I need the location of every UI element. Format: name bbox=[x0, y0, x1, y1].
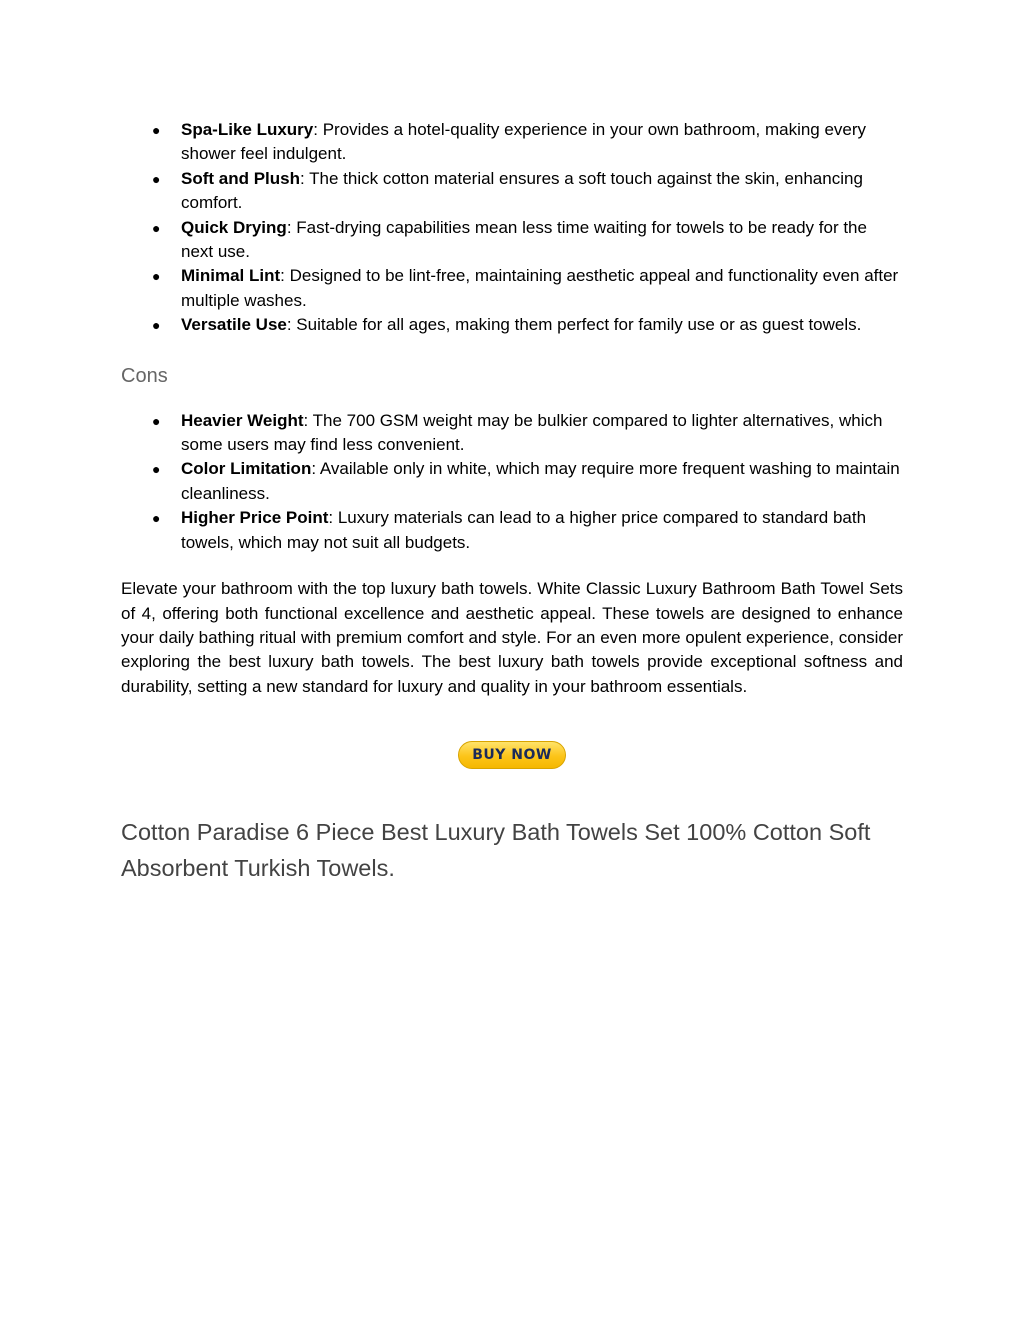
bullet-icon: ● bbox=[152, 268, 161, 285]
item-title: Higher Price Point bbox=[181, 508, 329, 528]
list-item bbox=[121, 167, 903, 216]
item-title: Heavier Weight bbox=[181, 410, 304, 430]
summary-paragraph: Elevate your bathroom with the top luxury bath towels. White Classic Luxury Bathroom Bath Towel Sets of 4, offering both functional excellence and aesthetic appeal. These towels are designed to enhance your daily bathing ritual with premium comfort and style. For an even more opulent experience, consider exploring the best luxury bath towels. The best luxury bath towels provide exceptional softness and durability, setting a new standard for luxury and quality in your bathroom essentials. bbox=[121, 579, 903, 696]
item-title: Soft and Plush bbox=[181, 168, 300, 188]
product-heading: Cotton Paradise 6 Piece Best Luxury Bath Towels Set 100% Cotton Soft Absorbent Turkish Towels. bbox=[121, 819, 871, 882]
list-item bbox=[121, 313, 903, 337]
item-text: : The thick cotton material ensures a soft touch against the skin, enhancing comfort. bbox=[181, 168, 863, 213]
bullet-icon: ● bbox=[152, 170, 161, 187]
bullet-icon: ● bbox=[152, 122, 161, 138]
cons-heading: Cons bbox=[121, 364, 168, 387]
list-item bbox=[121, 264, 903, 313]
list-item bbox=[121, 506, 903, 555]
item-text: : Luxury materials can lead to a higher price compared to standard bath towels, which may not suit all budgets. bbox=[181, 508, 867, 552]
item-title: Minimal Lint bbox=[181, 266, 281, 286]
bullet-icon: ● bbox=[152, 412, 161, 429]
item-title: Spa-Like Luxury bbox=[181, 120, 314, 139]
item-text: : The 700 GSM weight may be bulkier compared to lighter alternatives, which some users may find less convenient. bbox=[181, 410, 883, 455]
item-text: : Available only in white, which may require more frequent washing to maintain cleanliness. bbox=[181, 459, 900, 503]
pros-list bbox=[121, 118, 903, 338]
list-item bbox=[121, 409, 903, 458]
document-page bbox=[121, 118, 903, 886]
item-title: Quick Drying bbox=[181, 217, 287, 237]
bullet-icon: ● bbox=[152, 317, 161, 334]
list-item bbox=[121, 118, 903, 167]
bullet-icon: ● bbox=[152, 510, 161, 527]
cons-list bbox=[121, 409, 903, 555]
item-text: : Designed to be lint-free, maintaining aesthetic appeal and functionality even after multiple washes. bbox=[181, 266, 899, 310]
item-text: : Provides a hotel-quality experience in your own bathroom, making every shower feel indulgent. bbox=[181, 120, 867, 164]
buy-button-container bbox=[121, 741, 903, 772]
list-item bbox=[121, 457, 903, 506]
list-item bbox=[121, 216, 903, 265]
item-text: : Suitable for all ages, making them perfect for family use or as guest towels. bbox=[286, 315, 862, 335]
bullet-icon: ● bbox=[152, 219, 161, 236]
bullet-icon: ● bbox=[152, 461, 161, 478]
buy-now-button[interactable]: BUY NOW bbox=[458, 741, 566, 769]
item-title: Color Limitation bbox=[181, 459, 312, 479]
item-title: Versatile Use bbox=[181, 315, 287, 335]
item-text: : Fast-drying capabilities mean less time waiting for towels to be ready for the next use. bbox=[181, 217, 867, 262]
